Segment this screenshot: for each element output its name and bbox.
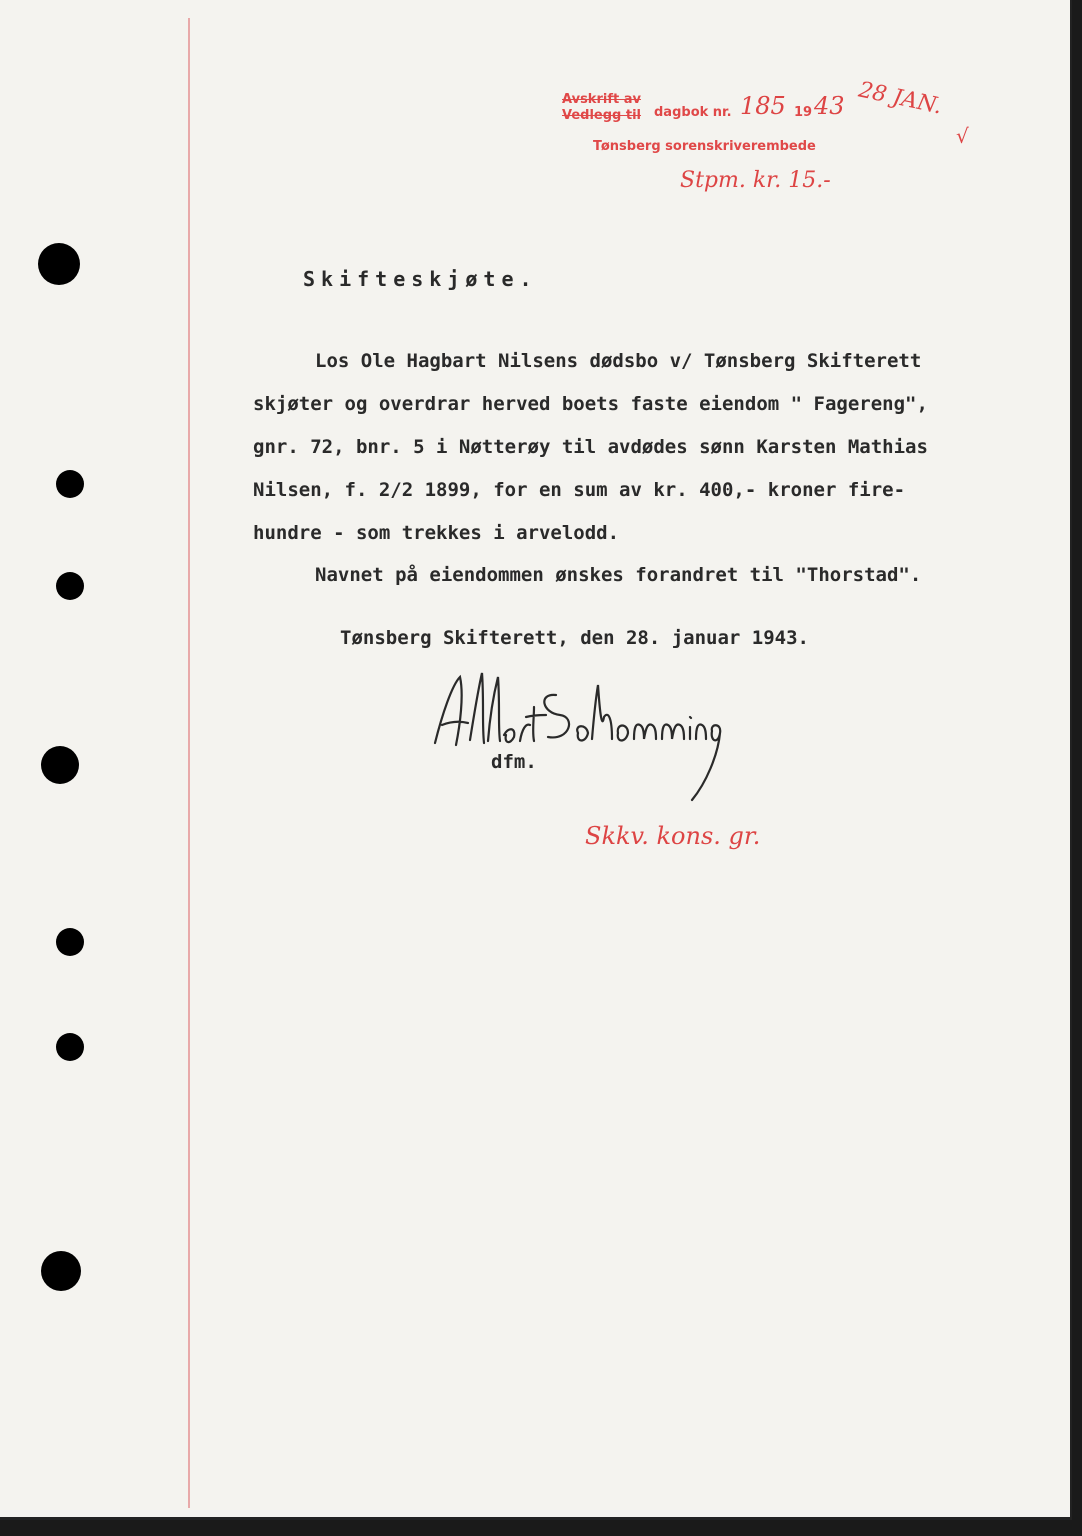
- stamp-fee-note: Stpm. kr. 15.-: [680, 168, 831, 193]
- red-handwritten-note: Skkv. kons. gr.: [585, 822, 761, 850]
- stamp-office: Tønsberg sorenskriverembede: [593, 139, 816, 154]
- signature: [430, 655, 730, 805]
- stamp-dagbok-number: 185: [740, 92, 786, 120]
- stamp-struck-lines: [562, 92, 641, 124]
- stamp-struck-line-b: Vedlegg til: [562, 108, 642, 123]
- stamp-check-mark: √: [956, 124, 969, 148]
- margin-line: [188, 18, 190, 1508]
- punch-hole: [56, 572, 84, 600]
- stamp-dagbok-label: dagbok nr.: [654, 105, 732, 120]
- paragraph-line: hundre - som trekkes i arvelodd.: [253, 522, 620, 544]
- stamp-struck-line-a: Avskrift av: [562, 92, 641, 107]
- paragraph-line: Nilsen, f. 2/2 1899, for en sum av kr. 400,- kroner fire-: [253, 479, 906, 501]
- paragraph-line: Los Ole Hagbart Nilsens dødsbo v/ Tønsberg Skifterett: [315, 350, 922, 372]
- punch-hole: [41, 1251, 81, 1291]
- punch-hole: [56, 470, 84, 498]
- paragraph-line: skjøter og overdrar herved boets faste eiendom " Fagereng",: [253, 393, 928, 415]
- name-change-line: Navnet på eiendommen ønskes forandret til "Thorstad".: [315, 564, 922, 586]
- punch-hole: [38, 243, 80, 285]
- signature-title: dfm.: [491, 751, 537, 773]
- document-title: Skifteskjøte.: [303, 267, 538, 291]
- punch-hole: [56, 928, 84, 956]
- punch-hole: [56, 1033, 84, 1061]
- place-date-line: Tønsberg Skifterett, den 28. januar 1943.: [340, 627, 809, 649]
- punch-hole: [41, 746, 79, 784]
- stamp-date: 28 JAN.: [856, 77, 945, 120]
- paragraph-line: gnr. 72, bnr. 5 i Nøtterøy til avdødes sønn Karsten Mathias: [253, 436, 928, 458]
- stamp-year-prefix: 19: [794, 105, 813, 120]
- stamp-year-suffix: 43: [814, 92, 845, 120]
